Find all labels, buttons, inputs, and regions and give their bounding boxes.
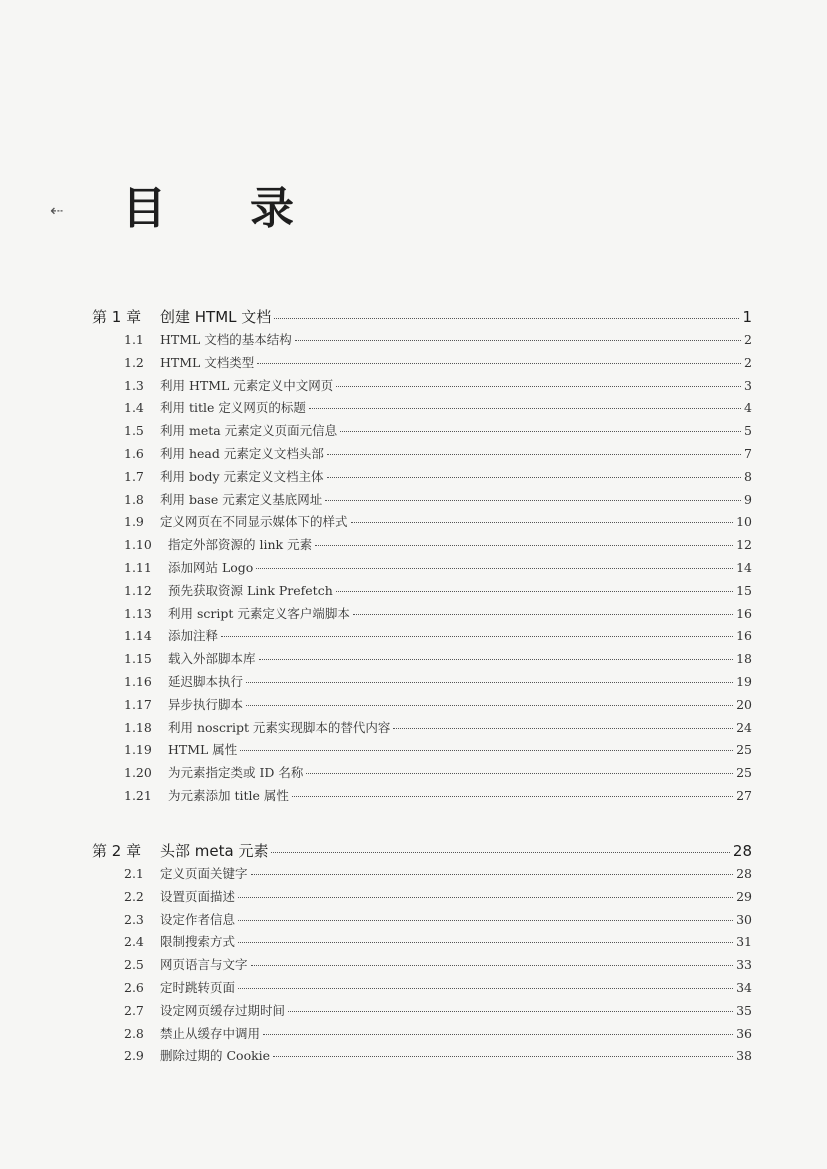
dot-leader (288, 1011, 733, 1012)
section-title: 利用 meta 元素定义页面元信息 (160, 423, 338, 439)
section-number: 1.12 (124, 582, 152, 598)
section-number: 1.3 (124, 377, 144, 393)
section-title: 异步执行脚本 (168, 696, 244, 712)
dot-leader (271, 852, 729, 853)
section-page-number: 35 (736, 1002, 752, 1018)
dot-leader (336, 386, 741, 387)
section-number: 1.8 (124, 491, 144, 507)
chapter-title: 头部 meta 元素 (160, 842, 269, 860)
dot-leader (340, 431, 741, 432)
section-page-number: 4 (744, 400, 752, 416)
section-title: 定义页面关键字 (160, 866, 248, 881)
toc-section-row[interactable] (92, 535, 752, 558)
section-title: 限制搜索方式 (160, 934, 236, 950)
section-title: 定时跳转页面 (160, 979, 236, 995)
dot-leader (306, 773, 733, 774)
section-title: 利用 title 定义网页的标题 (160, 400, 306, 416)
toc-section-row[interactable] (92, 604, 752, 627)
toc-section-row[interactable] (92, 581, 752, 604)
section-page-number: 36 (736, 1025, 752, 1041)
dot-leader (325, 500, 741, 501)
toc-section-row[interactable] (92, 887, 752, 910)
section-number: 2.3 (124, 911, 144, 927)
section-page-number: 8 (744, 468, 752, 484)
section-page-number: 2 (744, 354, 752, 370)
dot-leader (273, 1056, 733, 1057)
dot-leader (221, 636, 733, 637)
section-title: 删除过期的 Cookie (160, 1048, 271, 1064)
section-title: HTML 文档类型 (160, 354, 255, 370)
chapter-heading-row[interactable] (92, 840, 752, 864)
section-page-number: 9 (744, 491, 752, 507)
section-number: 1.18 (124, 719, 152, 735)
chapter-1-block (92, 306, 752, 809)
section-title: 利用 HTML 元素定义中文网页 (160, 377, 334, 393)
section-number: 2.5 (124, 957, 144, 973)
section-page-number: 25 (736, 765, 752, 781)
dot-leader (351, 522, 734, 523)
toc-section-row[interactable] (92, 330, 752, 353)
toc-title-char-lu: 录 (250, 183, 294, 234)
section-number: 1.15 (124, 651, 152, 667)
section-number: 2.7 (124, 1002, 144, 1018)
section-page-number: 24 (736, 719, 752, 735)
section-number: 1.4 (124, 400, 144, 416)
section-page-number: 16 (736, 628, 752, 644)
toc-section-row[interactable] (92, 1024, 752, 1047)
section-title: 定义网页在不同显示媒体下的样式 (160, 514, 348, 530)
section-number: 1.10 (124, 537, 152, 553)
section-number: 1.11 (124, 559, 152, 575)
section-title: HTML 文档的基本结构 (160, 332, 292, 347)
dot-leader (259, 659, 734, 660)
toc-section-row[interactable] (92, 376, 752, 399)
section-page-number: 12 (736, 537, 752, 553)
section-title: 设定网页缓存过期时间 (160, 1002, 286, 1018)
toc-section-row[interactable] (92, 421, 752, 444)
section-number: 1.21 (124, 787, 152, 803)
dot-leader (238, 897, 733, 898)
dot-leader (295, 340, 741, 341)
section-page-number: 34 (736, 979, 752, 995)
section-number: 1.5 (124, 423, 144, 439)
chapter-heading-row[interactable] (92, 306, 752, 330)
section-number: 1.1 (124, 332, 144, 347)
section-title: 为元素添加 title 属性 (168, 787, 289, 803)
dot-leader (292, 796, 733, 797)
toc-section-row[interactable] (92, 1001, 752, 1024)
toc-section-row[interactable] (92, 718, 752, 741)
dot-leader (246, 705, 733, 706)
chapter-page-number: 28 (732, 842, 752, 860)
section-number: 1.19 (124, 742, 152, 758)
section-title: 指定外部资源的 link 元素 (168, 537, 313, 553)
section-page-number: 29 (736, 888, 752, 904)
section-title: HTML 属性 (168, 742, 238, 758)
section-page-number: 14 (736, 559, 752, 575)
section-title: 利用 body 元素定义文档主体 (160, 468, 324, 484)
dot-leader (257, 363, 741, 364)
section-number: 1.20 (124, 765, 152, 781)
toc-section-row[interactable] (92, 672, 752, 695)
section-page-number: 30 (736, 911, 752, 927)
dot-leader (238, 920, 733, 921)
toc-section-row[interactable] (92, 695, 752, 718)
toc-section-row[interactable] (92, 955, 752, 978)
chapter-2-block (92, 840, 752, 1069)
section-page-number: 27 (736, 787, 752, 803)
chapter-page-number: 1 (742, 308, 752, 326)
section-title: 利用 script 元素定义客户端脚本 (168, 605, 350, 621)
toc-section-row[interactable] (92, 1046, 752, 1069)
toc-section-row[interactable] (92, 978, 752, 1001)
section-number: 2.2 (124, 888, 144, 904)
chapter-number: 第 2 章 (92, 842, 142, 860)
section-number: 2.9 (124, 1048, 144, 1064)
section-number: 1.14 (124, 628, 152, 644)
chapter-title: 创建 HTML 文档 (160, 308, 272, 326)
section-page-number: 38 (736, 1048, 752, 1064)
dot-leader (393, 728, 733, 729)
section-number: 2.8 (124, 1025, 144, 1041)
section-title: 利用 base 元素定义基底网址 (160, 491, 323, 507)
dot-leader (353, 614, 733, 615)
section-page-number: 3 (744, 377, 752, 393)
section-page-number: 7 (744, 445, 752, 461)
toc-section-row[interactable] (92, 649, 752, 672)
toc-section-row[interactable] (92, 932, 752, 955)
section-title: 添加网站 Logo (168, 559, 254, 575)
toc-section-row[interactable] (92, 353, 752, 376)
section-title: 预先获取资源 Link Prefetch (168, 582, 333, 598)
section-page-number: 19 (736, 673, 752, 689)
section-page-number: 15 (736, 582, 752, 598)
section-title: 载入外部脚本库 (168, 651, 256, 667)
section-page-number: 10 (736, 514, 752, 530)
toc-section-row[interactable] (92, 467, 752, 490)
toc-section-row[interactable] (92, 512, 752, 535)
toc-section-row[interactable] (92, 490, 752, 513)
section-page-number: 2 (744, 332, 752, 347)
section-page-number: 25 (736, 742, 752, 758)
toc-section-row[interactable] (92, 444, 752, 467)
section-title: 添加注释 (168, 628, 219, 644)
section-page-number: 18 (736, 651, 752, 667)
dot-leader (309, 408, 741, 409)
section-title: 延迟脚本执行 (168, 673, 244, 689)
section-title: 设定作者信息 (160, 911, 236, 927)
toc-section-row[interactable] (92, 740, 752, 763)
section-number: 2.4 (124, 934, 144, 950)
toc-section-row[interactable] (92, 910, 752, 933)
toc-section-row[interactable] (92, 864, 752, 887)
dot-leader (240, 750, 733, 751)
dot-leader (327, 454, 741, 455)
section-page-number: 33 (736, 957, 752, 973)
toc-section-row[interactable] (92, 763, 752, 786)
section-page-number: 5 (744, 423, 752, 439)
dot-leader (315, 545, 733, 546)
section-title: 利用 head 元素定义文档头部 (160, 445, 324, 461)
section-number: 1.2 (124, 354, 144, 370)
section-number: 2.1 (124, 866, 144, 881)
dot-leader (251, 874, 734, 875)
section-number: 1.9 (124, 514, 144, 530)
section-title: 利用 noscript 元素实现脚本的替代内容 (168, 719, 391, 735)
section-number: 1.17 (124, 696, 152, 712)
dot-leader (327, 477, 742, 478)
toc-section-row[interactable] (92, 626, 752, 649)
section-page-number: 28 (736, 866, 752, 881)
dot-leader (251, 965, 734, 966)
section-number: 1.6 (124, 445, 144, 461)
dot-leader (238, 942, 733, 943)
section-title: 网页语言与文字 (160, 957, 248, 973)
section-page-number: 20 (736, 696, 752, 712)
section-page-number: 16 (736, 605, 752, 621)
dot-leader (256, 568, 733, 569)
dot-leader (246, 682, 733, 683)
toc-section-row[interactable] (92, 786, 752, 809)
section-number: 2.6 (124, 979, 144, 995)
toc-section-row[interactable] (92, 398, 752, 421)
section-number: 1.16 (124, 673, 152, 689)
toc-section-row[interactable] (92, 558, 752, 581)
dot-leader (238, 988, 733, 989)
section-title: 设置页面描述 (160, 888, 236, 904)
dot-leader (274, 318, 739, 319)
toc-title-char-mu: 目 (122, 183, 166, 234)
dot-leader (336, 591, 733, 592)
dotted-arrow-left-icon: ⇠ (50, 201, 65, 220)
section-page-number: 31 (736, 934, 752, 950)
section-title: 为元素指定类或 ID 名称 (168, 765, 304, 781)
section-title: 禁止从缓存中调用 (160, 1025, 261, 1041)
dot-leader (263, 1034, 733, 1035)
section-number: 1.7 (124, 468, 144, 484)
chapter-number: 第 1 章 (92, 308, 142, 326)
section-number: 1.13 (124, 605, 152, 621)
